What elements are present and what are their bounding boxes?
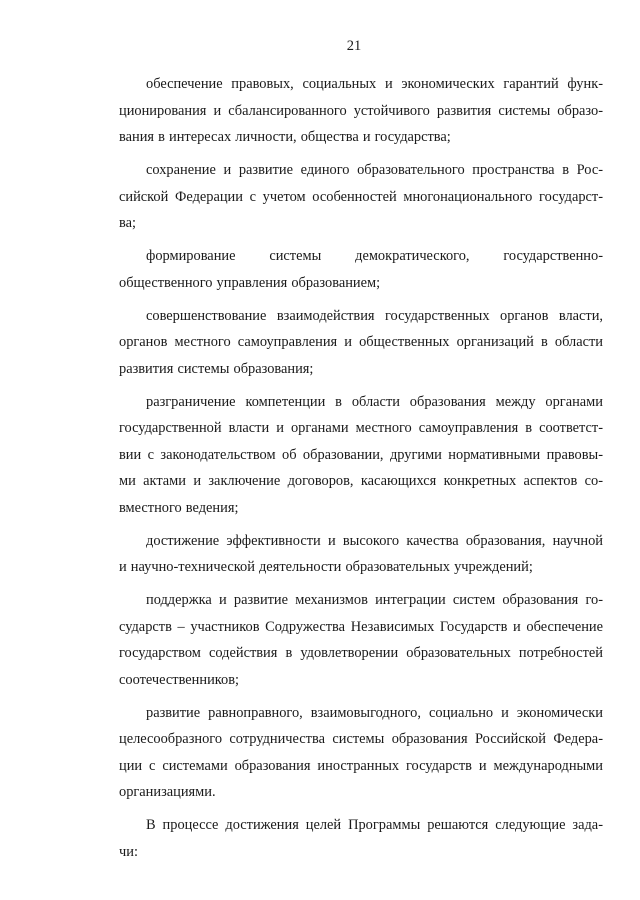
paragraph bbox=[119, 587, 603, 693]
paragraph-line: ми актами и заключение договоров, касающихся конкретных аспектов со- bbox=[119, 473, 603, 489]
paragraph-line: соотечественников; bbox=[119, 671, 240, 688]
paragraph-line: развитие равноправного, взаимовыгодного, социально и экономически bbox=[146, 704, 603, 721]
paragraph-line: органов местного самоуправления и общественных организаций в области bbox=[119, 334, 603, 350]
paragraph-line: ции с системами образования иностранных государств и международными bbox=[119, 757, 603, 774]
page-number: 21 bbox=[346, 38, 362, 54]
paragraph-line: вания в интересах личности, общества и государства; bbox=[119, 129, 451, 145]
paragraph bbox=[119, 700, 603, 806]
paragraph bbox=[119, 389, 603, 522]
paragraph-line: общественного управления образованием; bbox=[119, 274, 381, 291]
paragraph-line: сохранение и развитие единого образовательного пространства в Рос- bbox=[146, 162, 603, 178]
paragraph bbox=[119, 157, 603, 237]
paragraph-line: сийской Федерации с учетом особенностей многонационального государст- bbox=[119, 188, 603, 205]
paragraph-line: ва; bbox=[119, 215, 136, 231]
paragraph-line: чи: bbox=[119, 843, 138, 860]
paragraph-line: и научно-технической деятельности образовательных учреждений; bbox=[119, 559, 533, 575]
paragraph-line: целесообразного сотрудничества системы образования Российской Федера- bbox=[119, 731, 603, 747]
paragraph-line: достижение эффективности и высокого качества образования, научной bbox=[146, 532, 603, 549]
paragraph-line: совершенствование взаимодействия государственных органов власти, bbox=[146, 307, 603, 324]
paragraph-line: сударств – участников Содружества Независимых Государств и обеспечение bbox=[119, 618, 603, 635]
paragraph bbox=[119, 528, 603, 581]
paragraph bbox=[119, 243, 603, 296]
paragraph-line: ционирования и сбалансированного устойчивого развития системы образо- bbox=[119, 102, 603, 119]
paragraph bbox=[119, 303, 603, 383]
paragraph-line: вии с законодательством об образовании, другими нормативными правовы- bbox=[119, 446, 603, 463]
paragraph-line: государственной власти и органами местного самоуправления в соответст- bbox=[119, 420, 603, 436]
paragraph-line: вместного ведения; bbox=[119, 499, 239, 516]
paragraph bbox=[119, 812, 603, 865]
paragraph-line: разграничение компетенции в области образования между органами bbox=[146, 393, 603, 410]
paragraph-line: поддержка и развитие механизмов интеграции систем образования го- bbox=[146, 592, 603, 608]
paragraph-line: В процессе достижения целей Программы решаются следующие зада- bbox=[146, 817, 603, 833]
paragraph-line: развития системы образования; bbox=[119, 360, 314, 377]
paragraph-line: государством содействия в удовлетворении образовательных потребностей bbox=[119, 645, 603, 661]
paragraph bbox=[119, 71, 603, 151]
paragraph-line: формирование системы демократического, государственно- bbox=[146, 248, 603, 264]
paragraph-line: организациями. bbox=[119, 784, 216, 800]
paragraph-line: обеспечение правовых, социальных и экономических гарантий функ- bbox=[146, 76, 603, 92]
document-body bbox=[119, 71, 603, 872]
